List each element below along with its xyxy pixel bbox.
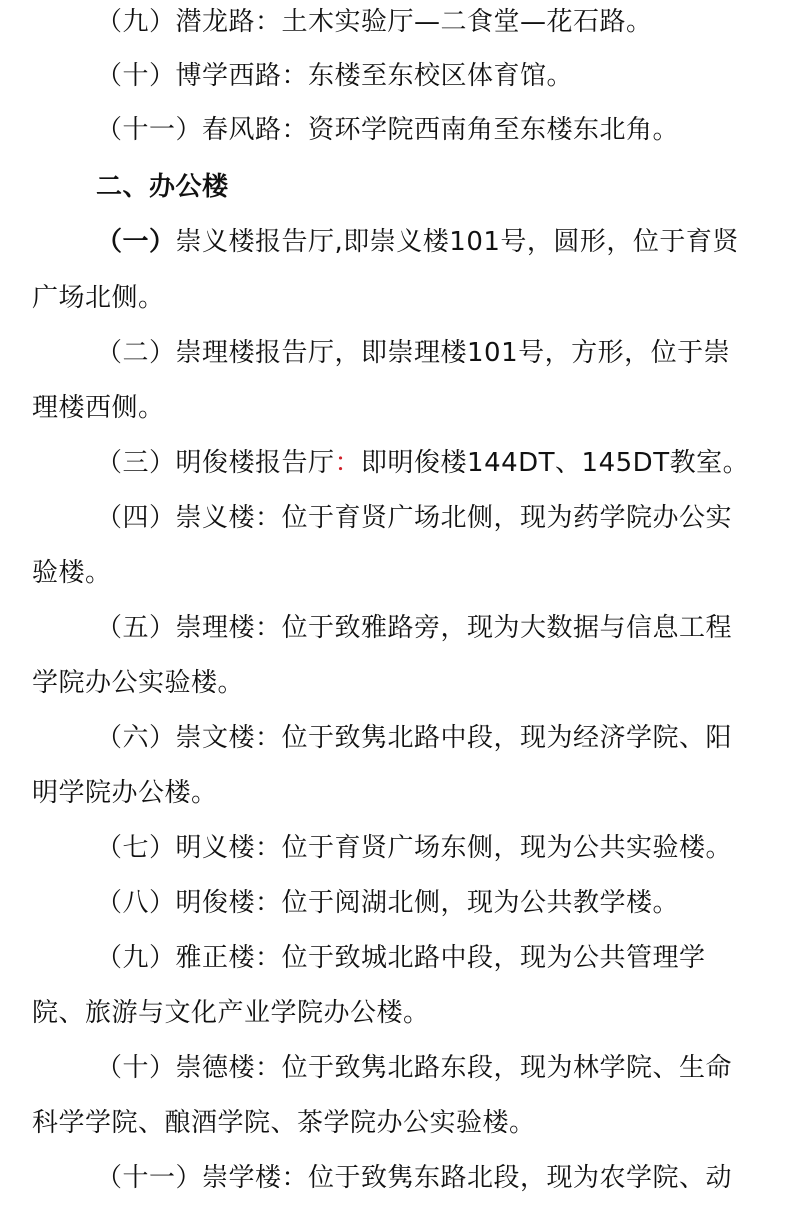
office-item-6: （六）崇文楼：位于致隽北路中段，现为经济学院、阳 (96, 723, 733, 753)
office-item-9-continued: 院、旅游与文化产业学院办公楼。 (32, 998, 430, 1028)
office-item-7: （七）明义楼：位于育贤广场东侧，现为公共实验楼。 (96, 833, 733, 863)
road-item-11: （十一）春风路：资环学院西南角至东楼东北角。 (96, 115, 680, 145)
office-item-8: （八）明俊楼：位于阅湖北侧，现为公共教学楼。 (96, 888, 680, 918)
office-item-10: （十）崇德楼：位于致隽北路东段，现为林学院、生命 (96, 1053, 733, 1083)
office-item-11: （十一）崇学楼：位于致隽东路北段，现为农学院、动 (96, 1163, 733, 1193)
office-item-3 (0, 436, 799, 490)
office-item-3-desc: 即明俊楼144DT、145DT教室。 (361, 448, 750, 478)
office-item-5: （五）崇理楼：位于致雅路旁，现为大数据与信息工程 (96, 613, 733, 643)
section-heading-office-buildings: 二、办公楼 (96, 172, 229, 202)
office-item-4-continued: 验楼。 (32, 558, 112, 588)
office-item-10-continued: 科学学院、酿酒学院、茶学院办公实验楼。 (32, 1108, 536, 1138)
office-item-3-colon: ： (334, 448, 362, 478)
office-item-3-name: （三）明俊楼报告厅 (96, 448, 335, 478)
office-item-1-prefix: （一） (96, 227, 176, 257)
office-item-5-continued: 学院办公实验楼。 (32, 668, 245, 698)
office-item-4: （四）崇义楼：位于育贤广场北侧，现为药学院办公实 (96, 503, 733, 533)
office-item-2: （二）崇理楼报告厅，即崇理楼101号，方形，位于崇 (96, 338, 731, 368)
office-item-1 (0, 215, 799, 269)
office-item-6-continued: 明学院办公楼。 (32, 778, 218, 808)
office-item-1-continued: 广场北侧。 (32, 283, 165, 313)
road-item-9: （九）潜龙路：土木实验厅—二食堂—花石路。 (96, 7, 653, 37)
office-item-2-continued: 理楼西侧。 (32, 393, 165, 423)
office-item-9: （九）雅正楼：位于致城北路中段，现为公共管理学 (96, 943, 706, 973)
road-item-10: （十）博学西路：东楼至东校区体育馆。 (96, 61, 574, 91)
office-item-1-text: 崇义楼报告厅,即崇义楼101号，圆形，位于育贤 (175, 227, 739, 257)
